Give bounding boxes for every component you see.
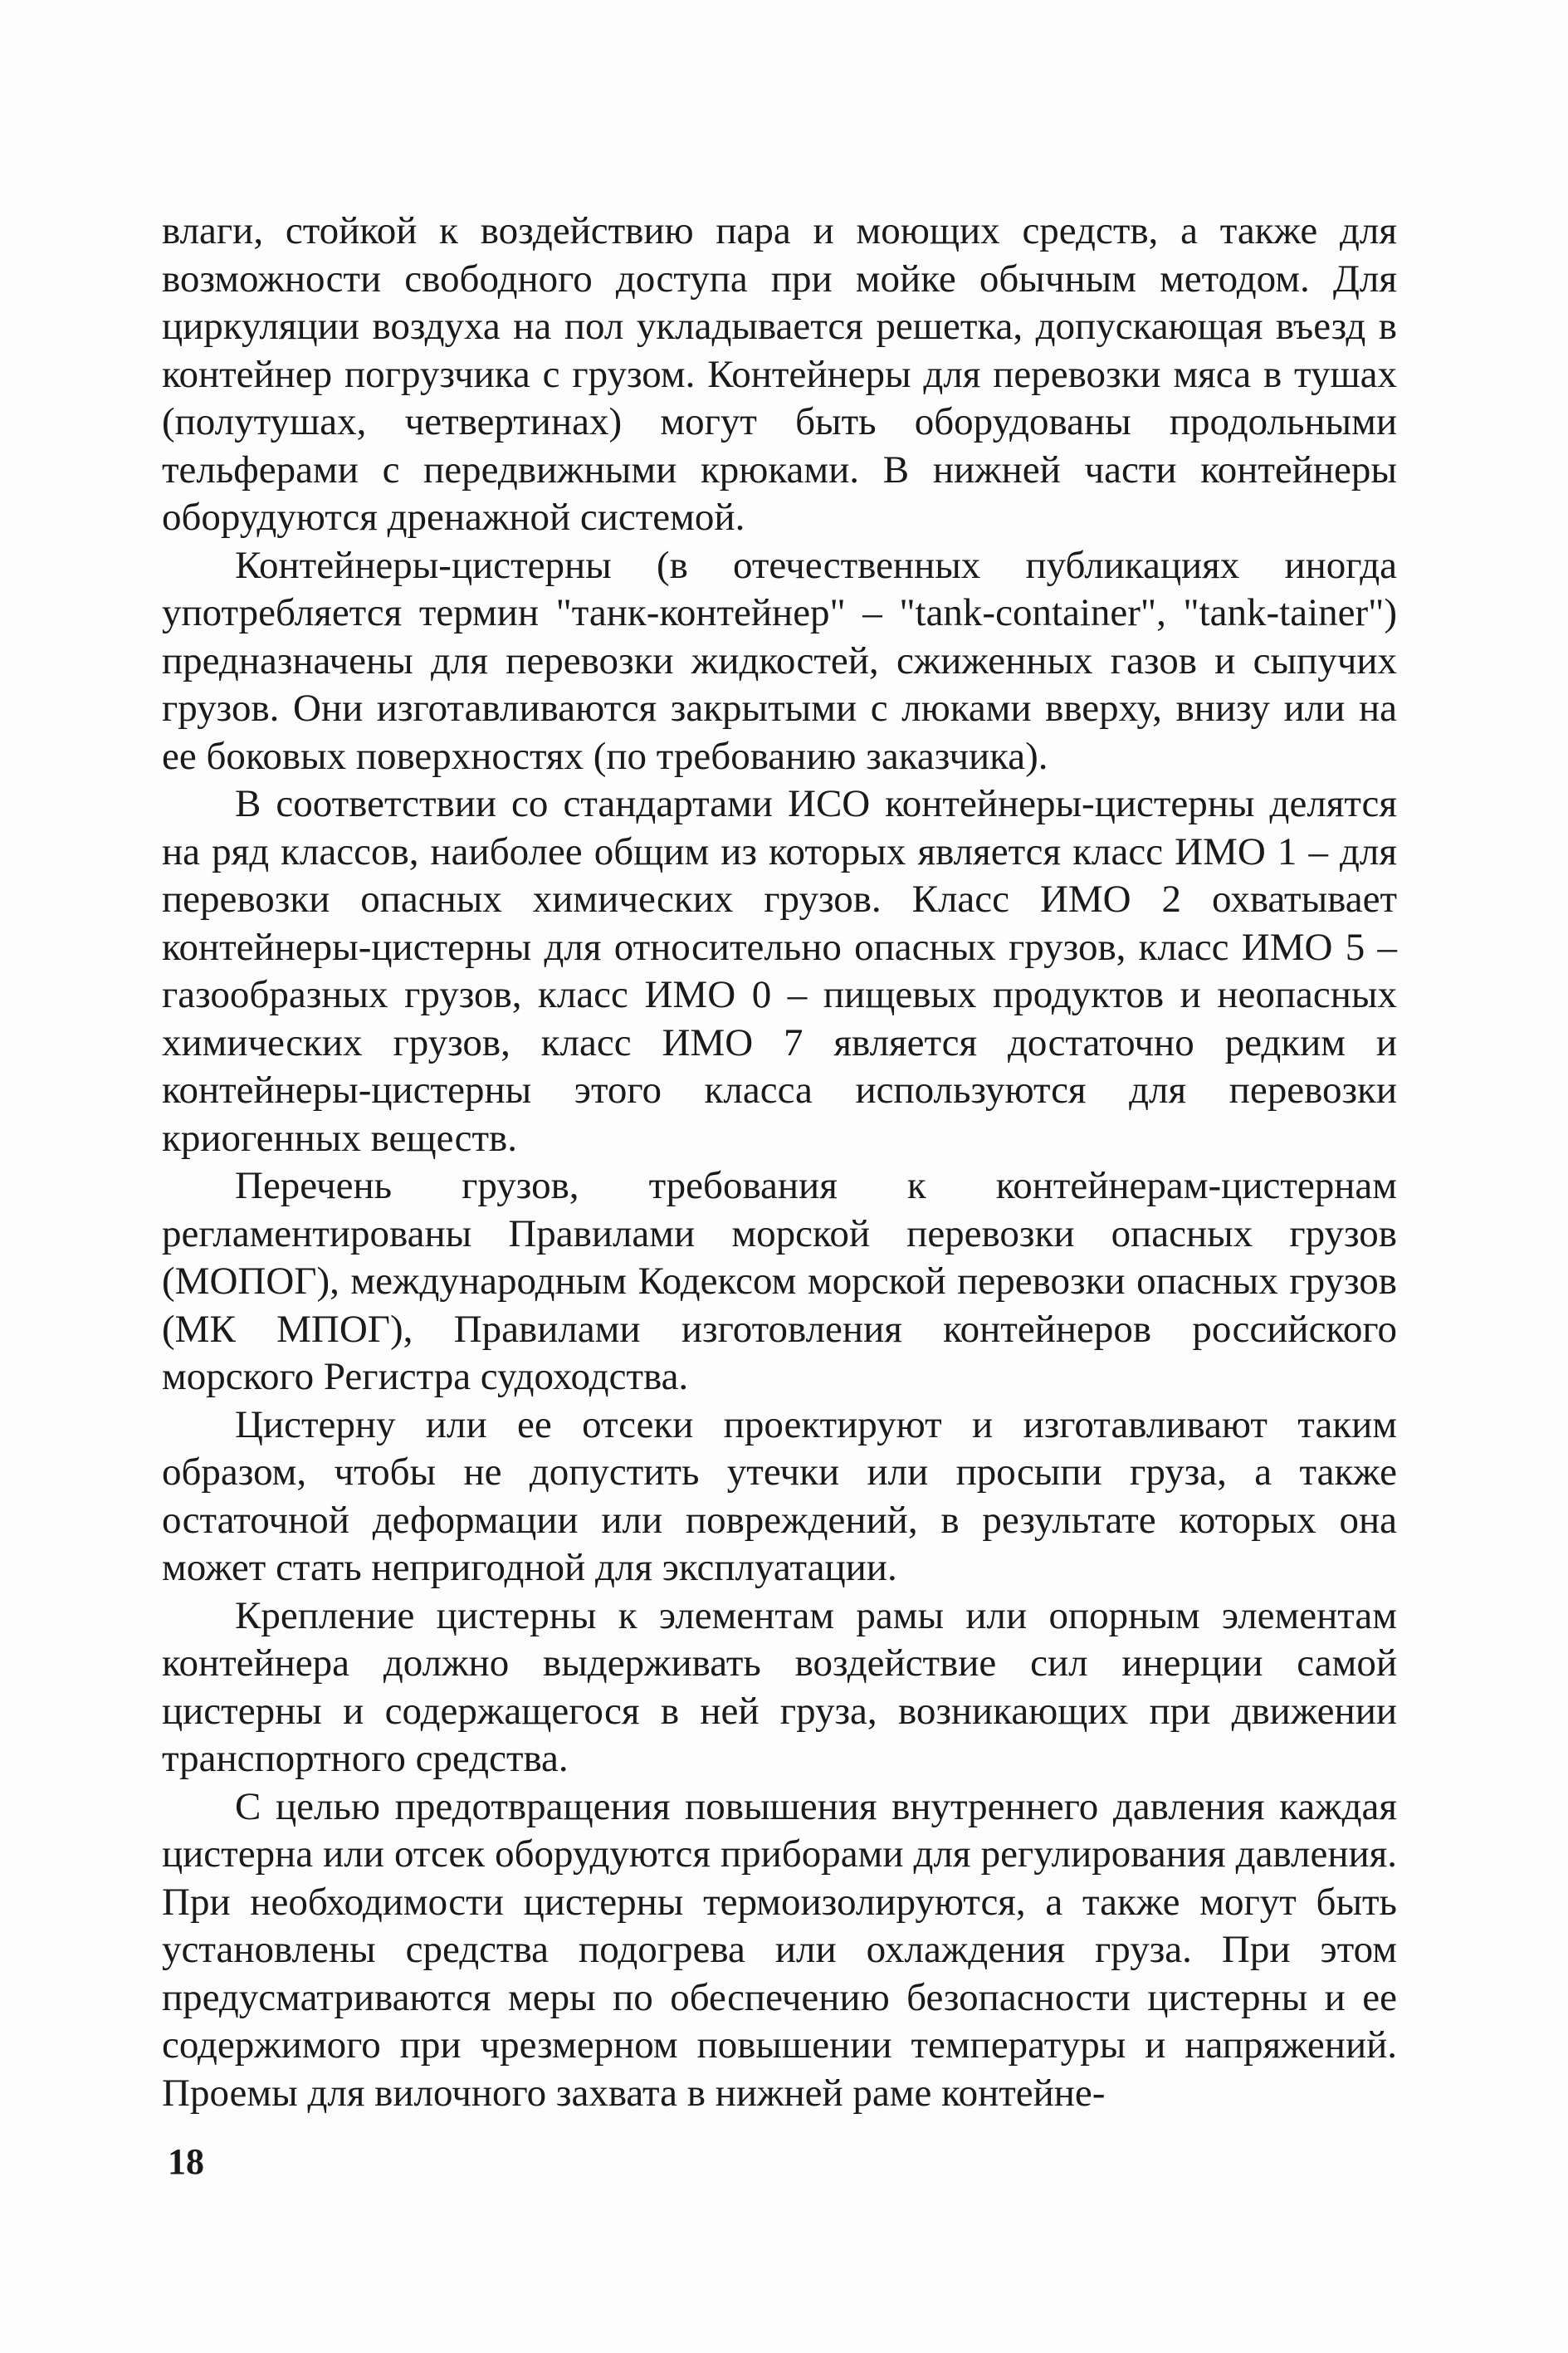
page-number: 18 xyxy=(168,2141,204,2182)
paragraph-5: Цистерну или ее отсеки проектируют и изготавливают таким образом, чтобы не допустить утечки или просыпи груза, а также остаточной деформации или повреждений, в результате которых она может стать непригодной для эксплуатации. xyxy=(162,1402,1397,1589)
paragraph-4: Перечень грузов, требования к контейнерам-цистернам регламентированы Правилами морской перевозки опасных грузов (МОПОГ), международным Кодексом морской перевозки опасных грузов (МК МПОГ), Правилами изготовления контейнеров российского морского Регистра судоходства. xyxy=(162,1164,1397,1398)
paragraph-3: В соответствии со стандартами ИСО контейнеры-цистерны делятся на ряд классов, наиболее общим из которых является класс ИМО 1 – для перевозки опасных химических грузов. Класс ИМО 2 охватывает контейнеры-цистерны для относительно опасных грузов, класс ИМО 5 – газообразных грузов, класс ИМО 0 – пищевых продуктов и неопасных химических грузов, класс ИМО 7 является достаточно редким и контейнеры-цистерны этого класса используются для перевозки криогенных веществ. xyxy=(162,782,1397,1160)
paragraph-7: С целью предотвращения повышения внутреннего давления каждая цистерна или отсек оборудуются приборами для регулирования давления. При необходимости цистерны термоизолируются, а также могут быть установлены средства подогрева или охлаждения груза. При этом предусматриваются меры по обеспечению безопасности цистерны и ее содержимого при чрезмерном повышении температуры и напряжений. Проемы для вилочного захвата в нижней раме контейне- xyxy=(162,1784,1397,2115)
paragraph-6: Крепление цистерны к элементам рамы или опорным элементам контейнера должно выдерживать воздействие сил инерции самой цистерны и содержащегося в ней груза, возникающих при движении транспортного средства. xyxy=(162,1593,1397,1780)
paragraph-1: влаги, стойкой к воздействию пара и моющих средств, а также для возможности свободного доступа при мойке обычным методом. Для циркуляции воздуха на пол укладывается решетка, допускающая въезд в контейнер погрузчика с грузом. Контейнеры для перевозки мяса в тушах (полутушах, четвертинах) могут быть оборудованы продольными тельферами с передвижными крюками. В нижней части контейнеры оборудуются дренажной системой. xyxy=(162,209,1397,539)
body-text xyxy=(162,208,1397,2117)
paragraph-2: Контейнеры-цистерны (в отечественных публикациях иногда употребляется термин "танк-контейнер" – "tank-container", "tank-tainer") предназначены для перевозки жидкостей, сжиженных газов и сыпучих грузов. Они изготавливаются закрытыми с люками вверху, внизу или на ее боковых поверхностях (по требованию заказчика). xyxy=(162,543,1397,778)
